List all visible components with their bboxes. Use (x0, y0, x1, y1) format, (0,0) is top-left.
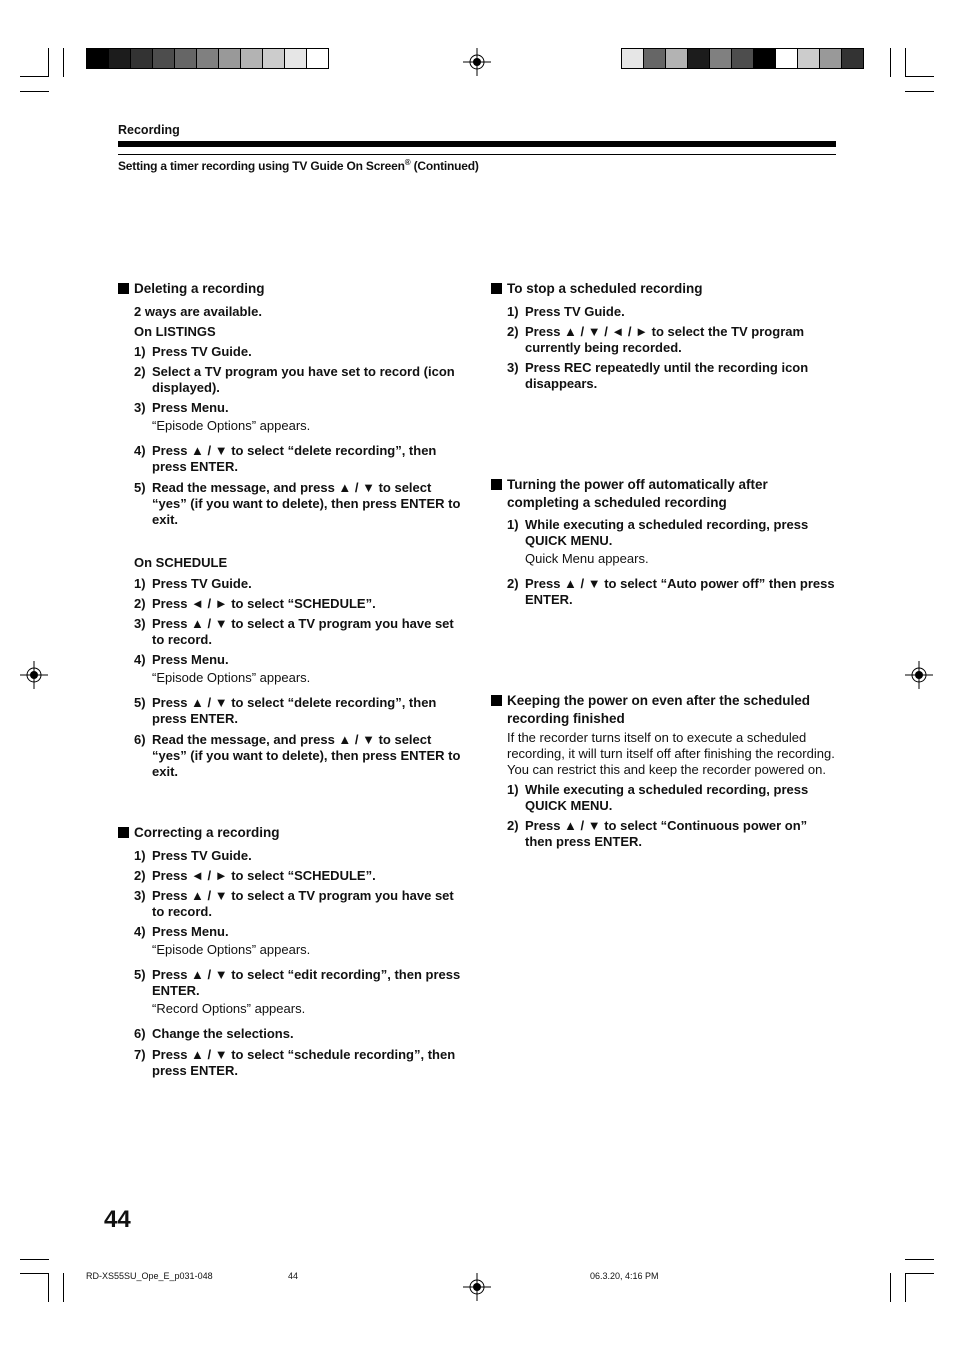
subsection-label: On SCHEDULE (134, 555, 228, 570)
registration-mark-icon (463, 1273, 491, 1301)
step-item (134, 364, 463, 396)
step-number: 1) (134, 576, 146, 591)
color-swatch (131, 49, 153, 68)
step-number: 4) (134, 652, 146, 667)
color-swatch (153, 49, 175, 68)
step-note: “Episode Options” appears. (152, 418, 311, 433)
section-power-off (491, 476, 836, 608)
square-bullet-icon (491, 479, 502, 490)
step-text: Press ▲ / ▼ to select “schedule recording”, then press ENTER. (152, 1047, 456, 1078)
step-number: 7) (134, 1047, 146, 1062)
step-item (134, 732, 463, 780)
step-number: 4) (134, 924, 146, 939)
color-swatch (820, 49, 842, 68)
crop-mark (905, 76, 934, 77)
step-text: While executing a scheduled recording, press QUICK MENU. (525, 782, 809, 813)
step-item (507, 818, 836, 850)
step-number: 1) (134, 848, 146, 863)
step-text: Press REC repeatedly until the recording icon disappears. (525, 360, 809, 391)
step-number: 5) (134, 480, 146, 495)
crop-mark (890, 48, 891, 77)
step-item (134, 443, 463, 475)
color-swatch (798, 49, 820, 68)
crop-mark (20, 1273, 49, 1274)
step-text: Change the selections. (152, 1026, 294, 1041)
registration-mark-icon (20, 661, 48, 689)
crop-mark (890, 1273, 891, 1302)
section-deleting-schedule (134, 555, 463, 780)
subsection-label: On LISTINGS (134, 324, 216, 339)
color-swatch (241, 49, 263, 68)
color-bar-left (86, 48, 329, 69)
footer-date: 06.3.20, 4:16 PM (590, 1271, 659, 1281)
step-item (134, 1026, 463, 1042)
color-swatch (732, 49, 754, 68)
step-number: 1) (507, 304, 519, 319)
color-swatch (285, 49, 307, 68)
step-item (134, 480, 463, 528)
step-note: “Episode Options” appears. (152, 942, 311, 957)
step-item (134, 924, 463, 958)
step-item (134, 596, 463, 612)
section-correcting (118, 824, 463, 1079)
square-bullet-icon (491, 695, 502, 706)
step-note: Quick Menu appears. (525, 551, 649, 566)
crop-mark (905, 1273, 906, 1302)
color-swatch (197, 49, 219, 68)
crop-mark (905, 91, 934, 92)
step-item (507, 782, 836, 814)
step-text: Press ▲ / ▼ to select “edit recording”, then press ENTER. (152, 967, 461, 998)
section-title: Deleting a recording (118, 280, 463, 298)
crop-mark (63, 48, 64, 77)
color-swatch (644, 49, 666, 68)
step-text: Select a TV program you have set to record (icon displayed). (152, 364, 455, 395)
step-item (507, 576, 836, 608)
color-swatch (688, 49, 710, 68)
square-bullet-icon (118, 827, 129, 838)
running-head: Recording (118, 123, 180, 137)
color-bar-right (621, 48, 864, 69)
step-text: Press ▲ / ▼ to select “Auto power off” then press ENTER. (525, 576, 835, 607)
step-text: Press Menu. (152, 400, 229, 415)
step-item (507, 304, 836, 320)
step-number: 5) (134, 967, 146, 982)
step-list (134, 848, 463, 1079)
step-note: “Record Options” appears. (152, 1001, 306, 1016)
section-title: Correcting a recording (118, 824, 463, 842)
step-number: 6) (134, 1026, 146, 1041)
step-number: 4) (134, 443, 146, 458)
step-number: 2) (134, 364, 146, 379)
color-swatch (776, 49, 798, 68)
description-paragraph: If the recorder turns itself on to execute a scheduled recording, it will turn itself off after finishing the recording. You can restrict this and keep the recorder powered on. (507, 730, 835, 777)
footer-file: RD-XS55SU_Ope_E_p031-048 (86, 1271, 213, 1281)
step-list (507, 517, 836, 608)
step-number: 3) (507, 360, 519, 375)
step-number: 2) (507, 818, 519, 833)
step-text: Press TV Guide. (152, 344, 252, 359)
color-swatch (754, 49, 776, 68)
crop-mark (48, 1273, 49, 1302)
section-title: Keeping the power on even after the scheduled recording finished (491, 692, 836, 728)
section-title: Turning the power off automatically after completing a scheduled recording (491, 476, 836, 512)
step-number: 3) (134, 888, 146, 903)
step-item (134, 888, 463, 920)
color-swatch (842, 49, 863, 68)
crop-mark (20, 1259, 49, 1260)
step-number: 5) (134, 695, 146, 710)
color-swatch (666, 49, 688, 68)
step-text: Press ▲ / ▼ to select a TV program you have set to record. (152, 888, 454, 919)
registration-mark-icon (905, 661, 933, 689)
step-number: 1) (507, 517, 519, 532)
step-item (134, 1047, 463, 1079)
crop-mark (48, 48, 49, 77)
step-list (507, 782, 836, 850)
step-item (507, 324, 836, 356)
intro-text: 2 ways are available. (134, 304, 262, 319)
step-text: Press ▲ / ▼ to select a TV program you have set to record. (152, 616, 454, 647)
step-item (134, 400, 463, 434)
crop-mark (905, 1273, 934, 1274)
crop-mark (20, 91, 49, 92)
step-text: While executing a scheduled recording, press QUICK MENU. (525, 517, 809, 548)
color-swatch (175, 49, 197, 68)
step-text: Press ▲ / ▼ to select “Continuous power on” then press ENTER. (525, 818, 808, 849)
crop-mark (20, 76, 49, 77)
section-title: To stop a scheduled recording (491, 280, 836, 298)
step-item (134, 576, 463, 592)
step-number: 2) (134, 596, 146, 611)
step-text: Press TV Guide. (152, 576, 252, 591)
step-item (134, 868, 463, 884)
step-number: 2) (134, 868, 146, 883)
square-bullet-icon (491, 283, 502, 294)
color-swatch (307, 49, 328, 68)
color-swatch (622, 49, 644, 68)
section-deleting (118, 280, 463, 528)
step-list (134, 576, 463, 780)
footer-page: 44 (288, 1271, 299, 1281)
step-item (134, 616, 463, 648)
step-text: Press ▲ / ▼ / ◄ / ► to select the TV program currently being recorded. (525, 324, 805, 355)
header-rule-thin (118, 154, 836, 155)
step-text: Read the message, and press ▲ / ▼ to select “yes” (if you want to delete), then press ENTER to exit. (152, 480, 461, 527)
step-text: Press ▲ / ▼ to select “delete recording”, then press ENTER. (152, 695, 437, 726)
step-text: Press Menu. (152, 652, 229, 667)
step-item (507, 517, 836, 567)
step-item (507, 360, 836, 392)
page-number: 44 (104, 1206, 131, 1233)
step-list (507, 304, 836, 392)
step-number: 6) (134, 732, 146, 747)
color-swatch (263, 49, 285, 68)
color-swatch (87, 49, 109, 68)
section-stop (491, 280, 836, 392)
crop-mark (905, 1259, 934, 1260)
step-note: “Episode Options” appears. (152, 670, 311, 685)
step-number: 3) (134, 400, 146, 415)
square-bullet-icon (118, 283, 129, 294)
step-number: 3) (134, 616, 146, 631)
crop-mark (905, 48, 906, 77)
step-item (134, 848, 463, 864)
step-number: 1) (134, 344, 146, 359)
registration-mark-icon (463, 48, 491, 76)
color-swatch (710, 49, 732, 68)
step-text: Press ▲ / ▼ to select “delete recording”, then press ENTER. (152, 443, 437, 474)
step-text: Press TV Guide. (525, 304, 625, 319)
step-text: Read the message, and press ▲ / ▼ to select “yes” (if you want to delete), then press ENTER to exit. (152, 732, 461, 779)
step-number: 2) (507, 324, 519, 339)
step-item (134, 652, 463, 686)
color-swatch (219, 49, 241, 68)
step-number: 1) (507, 782, 519, 797)
step-list (134, 344, 463, 528)
step-text: Press Menu. (152, 924, 229, 939)
step-text: Press ◄ / ► to select “SCHEDULE”. (152, 596, 376, 611)
page-subtitle: Setting a timer recording using TV Guide On Screen® (Continued) (118, 158, 479, 173)
step-text: Press TV Guide. (152, 848, 252, 863)
step-number: 2) (507, 576, 519, 591)
crop-mark (63, 1273, 64, 1302)
color-swatch (109, 49, 131, 68)
step-item (134, 695, 463, 727)
step-item (134, 344, 463, 360)
step-item (134, 967, 463, 1017)
header-rule (118, 141, 836, 147)
section-keep-on (491, 692, 836, 850)
step-text: Press ◄ / ► to select “SCHEDULE”. (152, 868, 376, 883)
